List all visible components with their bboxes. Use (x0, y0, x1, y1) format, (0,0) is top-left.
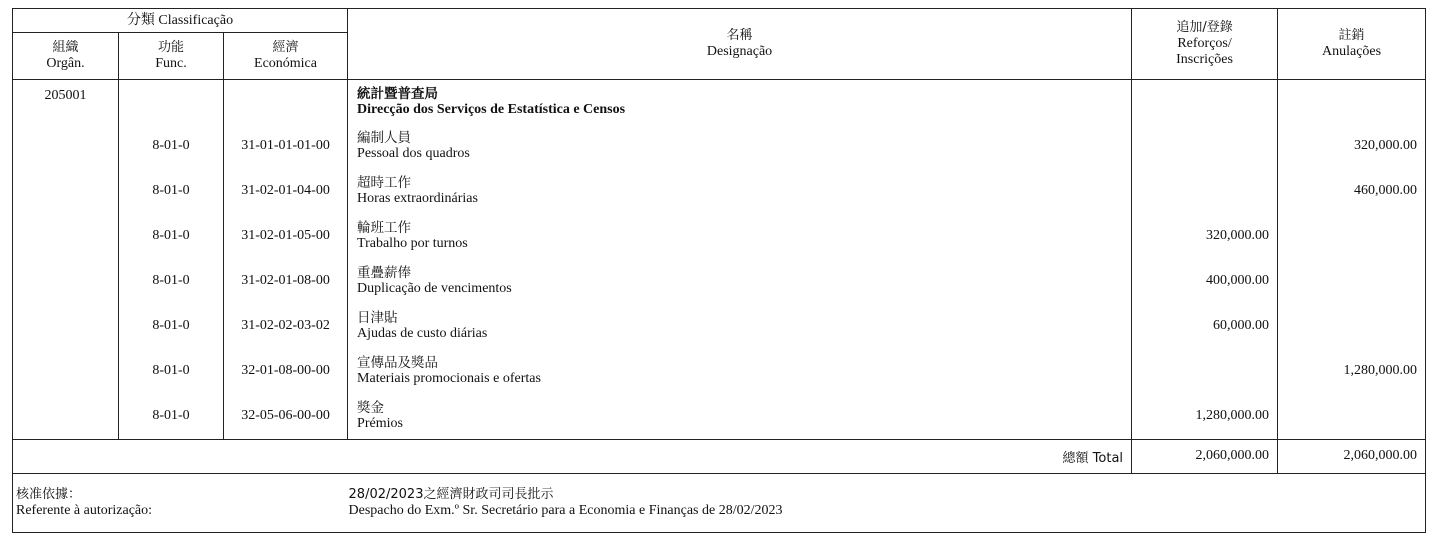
func-code: 8-01-0 (119, 214, 224, 259)
designation-pt: Ajudas de custo diárias (357, 326, 488, 341)
designation-pt: Trabalho por turnos (357, 236, 468, 251)
econ-code: 31-02-01-05-00 (224, 214, 348, 259)
func-code: 8-01-0 (119, 394, 224, 440)
func-code: 8-01-0 (119, 124, 224, 169)
designation-pt: Horas extraordinárias (357, 191, 478, 206)
cancellation-amount (1278, 304, 1426, 349)
budget-table (12, 8, 1426, 533)
organ-cell (13, 124, 119, 169)
econ-code: 31-02-01-08-00 (224, 259, 348, 304)
cancellation-amount: 320,000.00 (1354, 138, 1418, 153)
authorization-text: 28/02/2023之經濟財政司司長批示 Despacho do Exm.º Sr. Secretário para a Economia e Finanças de 28/02/2023 (348, 473, 1426, 532)
entity-name: 統計暨普查局 Direcção dos Serviços de Estatística e Censos (348, 80, 1132, 124)
table-row (13, 124, 1426, 169)
reinforcement-amount (1132, 169, 1278, 214)
designation-cell (348, 349, 1132, 394)
classification-header: 分類 Classificação (13, 9, 348, 33)
func-code: 8-01-0 (119, 304, 224, 349)
designation-cell (348, 214, 1132, 259)
econ-code: 31-02-01-04-00 (224, 169, 348, 214)
cancellations-header: 註銷 Anulações (1278, 9, 1426, 80)
organ-header: 組織 Orgân. (13, 33, 119, 80)
reinforcement-amount: 400,000.00 (1132, 259, 1278, 304)
designation-cell (348, 169, 1132, 214)
designation-cell (348, 259, 1132, 304)
designation-header: 名稱 Designação (348, 9, 1132, 80)
table-row (13, 259, 1426, 304)
designation-zh: 日津貼 (357, 310, 398, 326)
total-reinforcement: 2,060,000.00 (1132, 439, 1278, 473)
func-code: 8-01-0 (119, 259, 224, 304)
budget-document (12, 8, 1425, 541)
table-row (13, 304, 1426, 349)
reinforcements-header: 追加/登錄 Reforços/ Inscrições (1132, 9, 1278, 80)
authorization-label: 核准依據： Referente à autorização: (13, 473, 348, 532)
header-row-1 (13, 9, 1426, 33)
reinforcement-amount (1132, 349, 1278, 394)
reinforcement-amount: 60,000.00 (1132, 304, 1278, 349)
cancellation-amount (1278, 259, 1426, 304)
table-row (13, 214, 1426, 259)
table-row (13, 394, 1426, 440)
func-header: 功能 Func. (119, 33, 224, 80)
econ-code: 31-02-02-03-02 (224, 304, 348, 349)
organ-cell (13, 394, 119, 440)
organ-cell (13, 259, 119, 304)
authorization-row (13, 473, 1426, 532)
designation-cell (348, 304, 1132, 349)
total-row (13, 439, 1426, 473)
organ-cell (13, 349, 119, 394)
item-rows (13, 124, 1426, 440)
organ-code: 205001 (13, 80, 119, 124)
designation-pt: Duplicação de vencimentos (357, 281, 512, 296)
func-code: 8-01-0 (119, 349, 224, 394)
total-label: 總額 Total (13, 439, 1132, 473)
cancellation-amount (1278, 394, 1426, 440)
designation-cell (348, 124, 1132, 169)
organ-cell (13, 214, 119, 259)
designation-zh: 重疊薪俸 (357, 265, 412, 281)
designation-zh: 宣傳品及獎品 (357, 355, 439, 371)
designation-zh: 獎金 (357, 400, 385, 416)
reinforcement-amount (1132, 124, 1278, 169)
reinforcement-amount: 320,000.00 (1132, 214, 1278, 259)
designation-zh: 輪班工作 (357, 220, 412, 236)
func-code: 8-01-0 (119, 169, 224, 214)
organ-cell (13, 304, 119, 349)
econ-code: 32-05-06-00-00 (224, 394, 348, 440)
econ-code: 32-01-08-00-00 (224, 349, 348, 394)
designation-zh: 超時工作 (357, 175, 412, 191)
cancellation-amount (1278, 214, 1426, 259)
cancellation-amount: 1,280,000.00 (1343, 363, 1418, 378)
designation-pt: Prémios (357, 416, 403, 431)
organ-cell (13, 169, 119, 214)
table-row (13, 349, 1426, 394)
econ-header: 經濟 Económica (224, 33, 348, 80)
cancellation-amount: 460,000.00 (1354, 183, 1418, 198)
designation-zh: 編制人員 (357, 130, 412, 146)
table-row (13, 169, 1426, 214)
designation-cell (348, 394, 1132, 440)
designation-pt: Pessoal dos quadros (357, 146, 470, 161)
entity-row (13, 80, 1426, 124)
designation-pt: Materiais promocionais e ofertas (357, 371, 541, 386)
econ-code: 31-01-01-01-00 (224, 124, 348, 169)
total-cancellation: 2,060,000.00 (1278, 439, 1426, 473)
reinforcement-amount: 1,280,000.00 (1132, 394, 1278, 440)
